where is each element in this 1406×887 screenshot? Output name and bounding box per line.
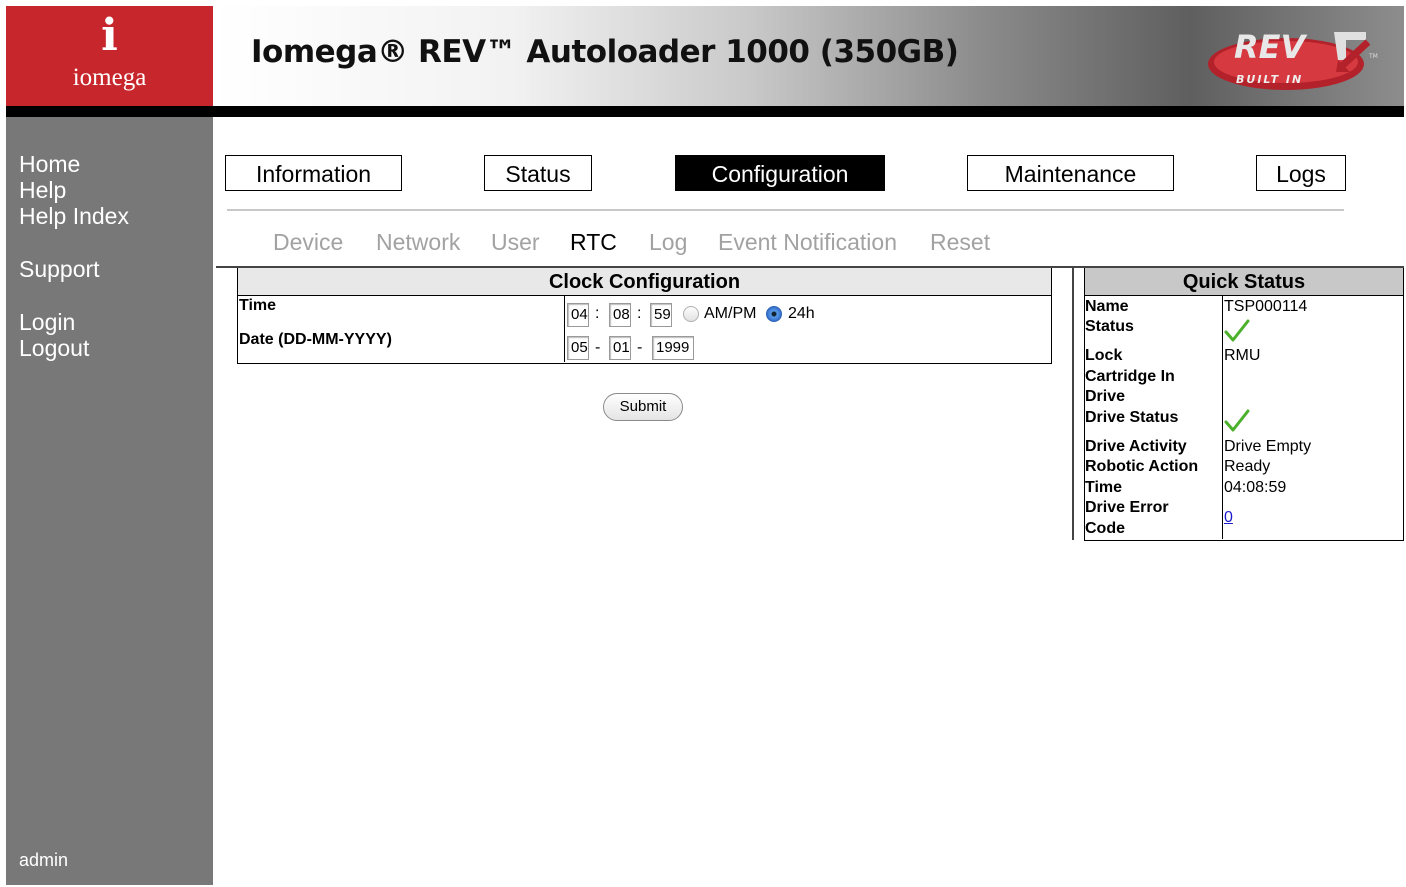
- clock-configuration-panel: [237, 268, 1052, 364]
- subtab-device[interactable]: Device: [273, 229, 344, 255]
- time-separator: :: [595, 305, 600, 322]
- rev-logo-tm: TM: [1369, 53, 1378, 60]
- minute-input[interactable]: 08: [609, 303, 631, 327]
- qs-time-value: 04:08:59: [1224, 479, 1287, 496]
- subtab-user[interactable]: User: [491, 229, 540, 255]
- subtab-log[interactable]: Log: [649, 229, 688, 255]
- tab-configuration[interactable]: Configuration: [675, 155, 885, 191]
- sidebar-link-help-index[interactable]: Help Index: [19, 203, 129, 229]
- 24h-radio[interactable]: [766, 306, 782, 322]
- iomega-logo-glyph: i: [101, 10, 118, 61]
- iomega-logo: [6, 6, 213, 106]
- quick-status-separator: [1072, 268, 1074, 540]
- quick-status-title: Quick Status: [1085, 268, 1403, 296]
- submit-button[interactable]: Submit: [603, 393, 683, 421]
- qs-lock-value: RMU: [1224, 347, 1261, 364]
- tab-status[interactable]: Status: [484, 155, 592, 191]
- qs-drive-activity-label: Drive Activity: [1085, 438, 1187, 455]
- month-input[interactable]: 01: [609, 336, 631, 360]
- iomega-logo-word: iomega: [72, 64, 147, 91]
- header-divider-bar: [6, 106, 1404, 117]
- qs-lock-label: Lock: [1085, 347, 1123, 364]
- qs-robotic-action-label: Robotic Action: [1085, 458, 1199, 475]
- qs-drive-error-link[interactable]: 0: [1224, 509, 1233, 526]
- qs-drive-activity-value: Drive Empty: [1224, 438, 1312, 455]
- qs-drive-error-label-line2: Code: [1085, 520, 1125, 537]
- day-input[interactable]: 05: [567, 336, 589, 360]
- second-input[interactable]: 59: [650, 303, 672, 327]
- hour-input[interactable]: 04: [567, 303, 589, 327]
- title-band: [213, 6, 1404, 106]
- qs-drive-error-label-line1: Drive Error: [1085, 499, 1169, 516]
- date-separator: -: [595, 339, 601, 356]
- rev-built-in-logo: [1206, 14, 1386, 98]
- tab-information[interactable]: Information: [225, 155, 402, 191]
- sidebar-link-support[interactable]: Support: [19, 256, 100, 282]
- check-icon: [1223, 408, 1251, 434]
- sidebar-link-login[interactable]: Login: [19, 309, 76, 335]
- rev-logo-text: REV: [1234, 28, 1306, 66]
- page-title: Iomega® REV™ Autoloader 1000 (350GB): [251, 34, 959, 70]
- qs-cartridge-label-line2: Drive: [1085, 388, 1126, 405]
- logged-in-user: admin: [19, 850, 69, 870]
- sidebar: [6, 117, 213, 885]
- qs-name-value: TSP000114: [1224, 298, 1308, 315]
- subtab-rtc[interactable]: RTC: [570, 229, 617, 255]
- sidebar-link-home[interactable]: Home: [19, 151, 81, 177]
- sidebar-link-logout[interactable]: Logout: [19, 335, 90, 361]
- year-input[interactable]: 1999: [652, 336, 694, 360]
- qs-name-label: Name: [1085, 298, 1129, 315]
- check-icon: [1223, 318, 1251, 344]
- qs-time-label: Time: [1085, 479, 1123, 496]
- subtab-event-notification[interactable]: Event Notification: [718, 229, 897, 255]
- time-separator: :: [637, 305, 642, 322]
- qs-status-label: Status: [1085, 318, 1134, 335]
- time-label: Time: [239, 297, 277, 314]
- clock-configuration-title: Clock Configuration: [238, 268, 1051, 296]
- qs-robotic-action-value: Ready: [1224, 458, 1271, 475]
- tab-divider: [227, 209, 1344, 211]
- tab-maintenance[interactable]: Maintenance: [967, 155, 1174, 191]
- 24h-label: 24h: [788, 305, 815, 322]
- date-label: Date (DD-MM-YYYY): [239, 331, 392, 348]
- clock-column-divider: [564, 296, 565, 362]
- sidebar-link-help[interactable]: Help: [19, 177, 67, 203]
- ampm-radio[interactable]: [683, 306, 699, 322]
- date-separator: -: [637, 339, 643, 356]
- ampm-label: AM/PM: [704, 305, 757, 322]
- tab-logs[interactable]: Logs: [1256, 155, 1346, 191]
- qs-cartridge-label-line1: Cartridge In: [1085, 368, 1175, 385]
- page-header: [6, 6, 1404, 106]
- subtab-network[interactable]: Network: [376, 229, 461, 255]
- quick-status-panel: [1084, 268, 1404, 541]
- subtab-reset[interactable]: Reset: [930, 229, 991, 255]
- rev-logo-subtext: BUILT IN: [1236, 73, 1304, 86]
- qs-drive-status-label: Drive Status: [1085, 409, 1179, 426]
